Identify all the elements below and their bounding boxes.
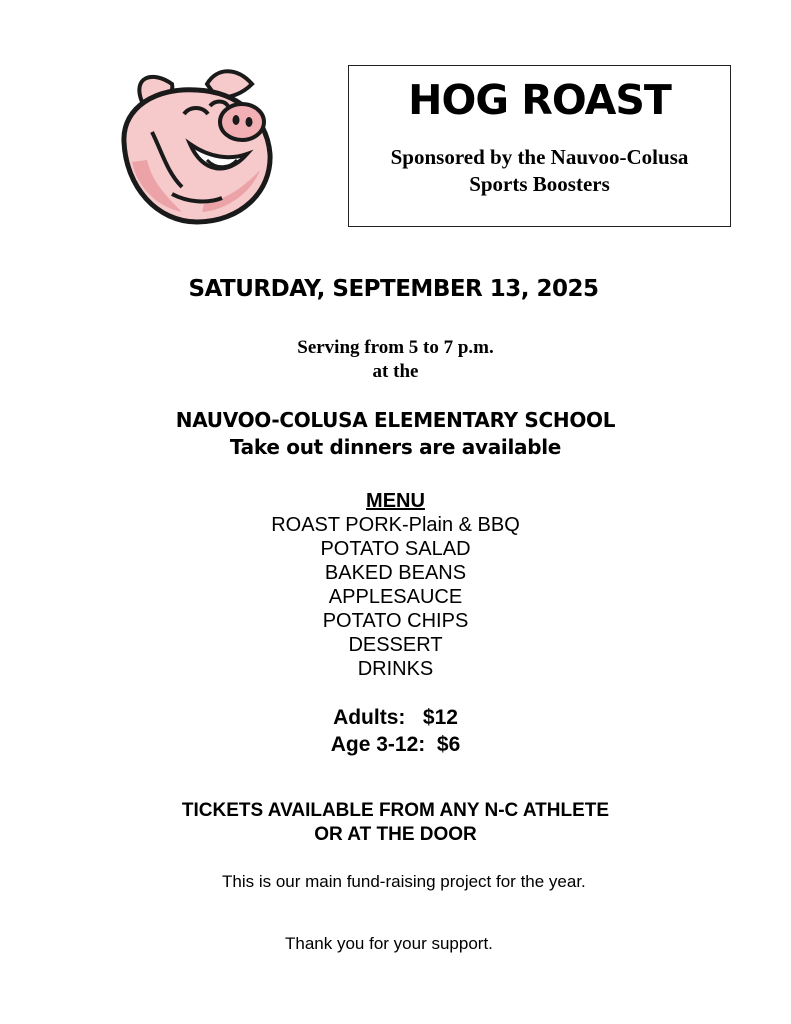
menu-item: DRINKS <box>357 658 434 680</box>
pig-head-icon <box>112 62 282 232</box>
menu-item: DESSERT <box>348 634 443 656</box>
pig-nostril-left <box>233 115 240 125</box>
thank-you-note: Thank you for your support. <box>285 934 493 953</box>
event-location: NAUVOO-COLUSA ELEMENTARY SCHOOL <box>175 408 616 432</box>
menu-item: POTATO SALAD <box>320 538 471 560</box>
title-box <box>348 65 731 227</box>
price-adults: Adults: $12 <box>333 706 458 729</box>
sponsor-line-1: Sponsored by the Nauvoo-Colusa <box>390 145 689 169</box>
price-children: Age 3-12: $6 <box>330 733 461 756</box>
pig-snout <box>220 104 264 140</box>
takeout-note: Take out dinners are available <box>229 435 562 459</box>
menu-item: ROAST PORK-Plain & BBQ <box>271 514 520 536</box>
page-title: HOG ROAST <box>408 76 671 124</box>
menu-item: BAKED BEANS <box>324 562 467 584</box>
serving-time: Serving from 5 to 7 p.m. <box>297 337 494 358</box>
menu-heading: MENU <box>366 490 425 512</box>
event-date: SATURDAY, SEPTEMBER 13, 2025 <box>188 276 599 302</box>
menu-item: POTATO CHIPS <box>322 610 469 632</box>
sponsor-line-2: Sports Boosters <box>469 172 610 196</box>
pig-nostril-right <box>246 117 253 127</box>
tickets-line-1: TICKETS AVAILABLE FROM ANY N-C ATHLETE <box>181 800 610 821</box>
menu-item: APPLESAUCE <box>328 586 463 608</box>
at-the-text: at the <box>372 361 419 382</box>
fundraising-note: This is our main fund-raising project for the year. <box>222 872 586 891</box>
tickets-line-2: OR AT THE DOOR <box>314 824 477 845</box>
sponsor-text <box>349 144 730 198</box>
